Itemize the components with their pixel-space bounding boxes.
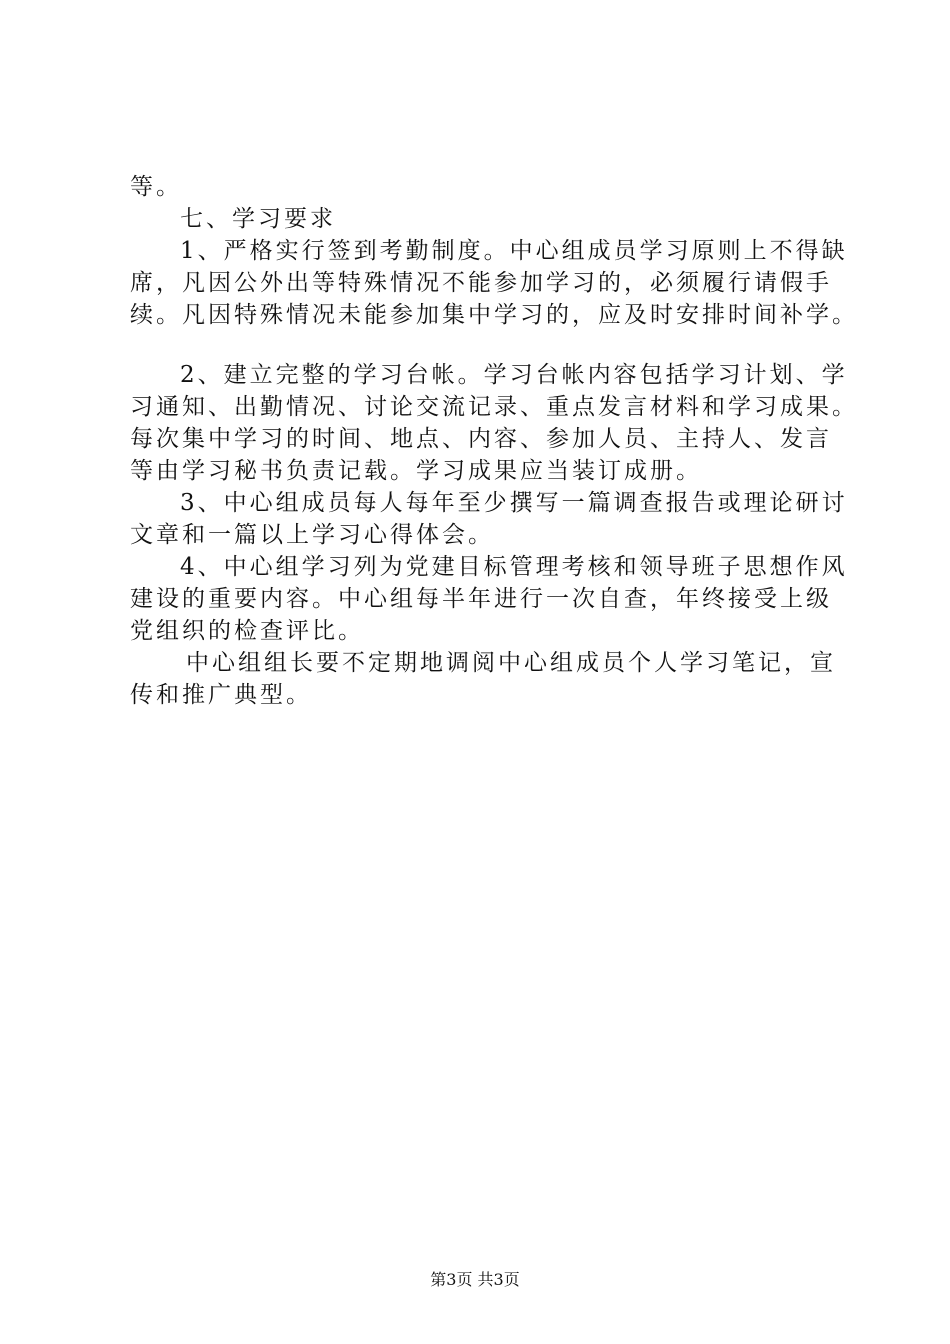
text-line-3: 1、严格实行签到考勤制度。中心组成员学习原则上不得缺 (180, 238, 848, 264)
text-line-13: 建设的重要内容。中心组每半年进行一次自查，年终接受上级 (130, 586, 832, 612)
text-line-9: 等由学习秘书负责记载。学习成果应当装订成册。 (130, 458, 702, 484)
text-line-12: 4、中心组学习列为党建目标管理考核和领导班子思想作风 (180, 554, 848, 580)
text-line-5: 续。凡因特殊情况未能参加集中学习的，应及时安排时间补学。 (130, 302, 858, 328)
text-line-10: 3、中心组成员每人每年至少撰写一篇调查报告或理论研讨 (180, 490, 848, 516)
text-line-7: 习通知、出勤情况、讨论交流记录、重点发言材料和学习成果。 (130, 394, 858, 420)
text-line-15: 中心组组长要不定期地调阅中心组成员个人学习笔记，宣 (186, 650, 836, 676)
page-number-footer: 第3页 共3页 (430, 1270, 520, 1289)
text-line-8: 每次集中学习的时间、地点、内容、参加人员、主持人、发言 (130, 426, 832, 452)
text-line-4: 席，凡因公外出等特殊情况不能参加学习的，必须履行请假手 (130, 270, 832, 296)
text-line-14: 党组织的检查评比。 (130, 618, 364, 644)
text-line-6: 2、建立完整的学习台帐。学习台帐内容包括学习计划、学 (180, 362, 848, 388)
text-line-11: 文章和一篇以上学习心得体会。 (130, 522, 494, 548)
text-line-1: 等。 (130, 174, 182, 200)
text-line-16: 传和推广典型。 (130, 682, 312, 708)
section-heading: 七、学习要求 (180, 206, 336, 232)
